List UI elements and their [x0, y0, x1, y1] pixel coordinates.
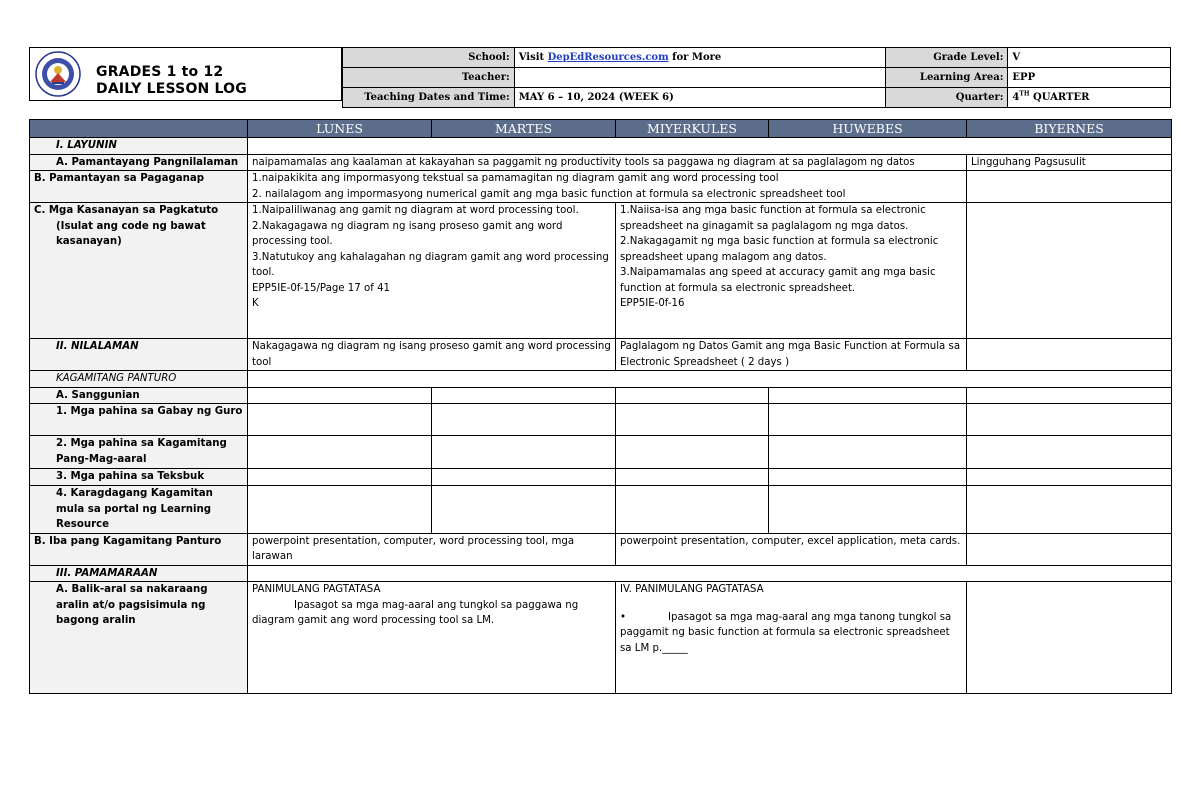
kasanayan-label — [30, 203, 248, 339]
kagamitan-label: KAGAMITANG PANTURO — [30, 371, 248, 388]
school-label: School: — [343, 48, 515, 68]
sanggunian-miyerkules — [616, 387, 769, 404]
kasanayan-label-3: kasanayan) — [56, 236, 122, 247]
kagamitan-cell — [248, 371, 1172, 388]
quarter-word: QUARTER — [1029, 91, 1090, 103]
pamantayang-friday: Lingguhang Pagsusulit — [967, 154, 1172, 171]
iba-friday — [967, 533, 1172, 565]
teaching-dates-label: Teaching Dates and Time: — [343, 88, 515, 108]
learning-area-label: Learning Area: — [885, 68, 1008, 88]
day-huwebes: HUWEBES — [769, 120, 967, 138]
layunin-cell — [248, 138, 1172, 155]
sanggunian-huwebes — [769, 387, 967, 404]
balik-right-text: Ipasagot sa mga mag-aaral ang mga tanong tungkol sa paggamit ng basic function at formula sa electronic spreadsheet sa LM p._____ — [620, 611, 952, 654]
teksbuk-biyernes — [967, 469, 1172, 486]
sanggunian-biyernes — [967, 387, 1172, 404]
pagganap-label: B. Pamantayan sa Pagaganap — [30, 171, 248, 203]
balik-left-title: PANIMULANG PAGTATASA — [252, 584, 381, 595]
balik-aral-right — [616, 582, 967, 694]
kasanayan-left-2: 2.Nakagagawa ng diagram ng isang proseso gamit ang word processing tool. — [252, 220, 563, 247]
school-prefix: Visit — [518, 51, 548, 63]
kagamitang-pang-martes — [432, 436, 616, 469]
title-line-1: GRADES 1 to 12 — [96, 64, 224, 80]
kasanayan-friday — [967, 203, 1172, 339]
kagamitan-row — [30, 371, 1172, 388]
teksbuk-lunes — [248, 469, 432, 486]
pamamaraan-row — [30, 565, 1172, 582]
school-value — [514, 48, 885, 68]
pamamaraan-cell — [248, 565, 1172, 582]
kasanayan-left-3: 3.Natutukoy ang kahalagahan ng diagram gamit ang word processing tool. — [252, 251, 609, 278]
pagganap-line-1: 1.naipakikita ang impormasyong tekstual sa pamamagitan ng diagram gamit ang word processing tool — [252, 173, 779, 184]
gabay-label: 1. Mga pahina sa Gabay ng Guro — [30, 404, 248, 436]
kasanayan-left-4: EPP5IE-0f-15/Page 17 of 41 — [252, 282, 391, 294]
balik-left-text: Ipasagot sa mga mag-aaral ang tungkol sa paggawa ng diagram gamit ang word processing tool sa LM. — [252, 599, 579, 626]
kasanayan-label-2: (Isulat ang code ng bawat — [56, 220, 206, 232]
karagdagang-biyernes — [967, 486, 1172, 534]
kagamitang-pang-huwebes — [769, 436, 967, 469]
layunin-label: I. LAYUNIN — [30, 138, 248, 155]
lesson-table — [29, 119, 1172, 694]
teacher-value — [514, 68, 885, 88]
karagdagang-row — [30, 486, 1172, 534]
day-header-blank — [30, 120, 248, 138]
kagamitang-pang-label: 2. Mga pahina sa Kagamitang Pang-Mag-aaral — [30, 436, 248, 469]
karagdagang-huwebes — [769, 486, 967, 534]
nilalaman-right: Paglalagom ng Datos Gamit ang mga Basic Function at Formula sa Electronic Spreadsheet ( 2 days ) — [616, 339, 967, 371]
nilalaman-row — [30, 339, 1172, 371]
grade-level-label: Grade Level: — [885, 48, 1008, 68]
teacher-label: Teacher: — [343, 68, 515, 88]
kasanayan-right — [616, 203, 967, 339]
gabay-row — [30, 404, 1172, 436]
pamamaraan-label: III. PAMAMARAAN — [30, 565, 248, 582]
kagamitang-pang-biyernes — [967, 436, 1172, 469]
teaching-dates-value: MAY 6 – 10, 2024 (WEEK 6) — [514, 88, 885, 108]
teksbuk-row — [30, 469, 1172, 486]
karagdagang-miyerkules — [616, 486, 769, 534]
kasanayan-row — [30, 203, 1172, 339]
grade-level-value: V — [1008, 48, 1171, 68]
day-biyernes: BIYERNES — [967, 120, 1172, 138]
day-header-row — [30, 120, 1172, 138]
header-title-box — [29, 47, 342, 101]
quarter-value — [1008, 88, 1171, 108]
depedresources-link[interactable]: DepEdResources.com — [547, 51, 669, 63]
day-martes: MARTES — [432, 120, 616, 138]
balik-aral-left — [248, 582, 616, 694]
karagdagang-lunes — [248, 486, 432, 534]
teksbuk-huwebes — [769, 469, 967, 486]
kasanayan-right-1: 1.Naiisa-isa ang mga basic function at formula sa electronic spreadsheet na ginagamit sa paglalagom ng mga datos. — [620, 205, 926, 232]
karagdagang-label: 4. Karagdagang Kagamitan mula sa portal ng Learning Resource — [30, 486, 248, 534]
pagganap-row — [30, 171, 1172, 203]
gabay-martes — [432, 404, 616, 436]
gabay-miyerkules — [616, 404, 769, 436]
kasanayan-left — [248, 203, 616, 339]
pagganap-text — [248, 171, 967, 203]
kagamitang-pang-lunes — [248, 436, 432, 469]
kasanayan-right-2: 2.Nakagagamit ng mga basic function at formula sa electronic spreadsheet upang malagom ang datos. — [620, 236, 939, 263]
kasanayan-right-3: 3.Naipamamalas ang speed at accuracy gamit ang mga basic function at formula sa electronic spreadsheet. — [620, 267, 936, 294]
gabay-lunes — [248, 404, 432, 436]
iba-left: powerpoint presentation, computer, word processing tool, mga larawan — [248, 533, 616, 565]
title-line-2: DAILY LESSON LOG — [96, 81, 247, 97]
nilalaman-left: Nakagagawa ng diagram ng isang proseso gamit ang word processing tool — [248, 339, 616, 371]
iba-row — [30, 533, 1172, 565]
layunin-row — [30, 138, 1172, 155]
kagamitang-pang-miyerkules — [616, 436, 769, 469]
sanggunian-row — [30, 387, 1172, 404]
nilalaman-friday — [967, 339, 1172, 371]
pamantayang-label: A. Pamantayang Pangnilalaman — [30, 154, 248, 171]
pagganap-friday — [967, 171, 1172, 203]
pamantayang-text: naipamamalas ang kaalaman at kakayahan sa paggamit ng productivity tools sa paggawa ng diagram at sa paglalagom ng datos — [248, 154, 967, 171]
deped-seal-icon — [35, 51, 81, 97]
school-suffix: for More — [668, 51, 722, 63]
balik-aral-row — [30, 582, 1172, 694]
pagganap-line-2: 2. nailalagom ang impormasyong numerical gamit ang mga basic function at formula sa electronic spreadsheet tool — [252, 188, 846, 200]
teksbuk-label: 3. Mga pahina sa Teksbuk — [30, 469, 248, 486]
pamantayang-row — [30, 154, 1172, 171]
iba-label: B. Iba pang Kagamitang Panturo — [30, 533, 248, 565]
karagdagang-martes — [432, 486, 616, 534]
kasanayan-label-1: C. Mga Kasanayan sa Pagkatuto — [34, 205, 219, 216]
sanggunian-martes — [432, 387, 616, 404]
day-miyerkules: MIYERKULES — [616, 120, 769, 138]
balik-right-title: IV. PANIMULANG PAGTATASA — [620, 584, 764, 595]
quarter-label: Quarter: — [885, 88, 1008, 108]
gabay-huwebes — [769, 404, 967, 436]
kasanayan-left-5: K — [252, 298, 259, 309]
kasanayan-left-1: 1.Naipaliliwanag ang gamit ng diagram at word processing tool. — [252, 205, 579, 216]
learning-area-value: EPP — [1008, 68, 1171, 88]
balik-aral-friday — [967, 582, 1172, 694]
sanggunian-lunes — [248, 387, 432, 404]
gabay-biyernes — [967, 404, 1172, 436]
quarter-superscript: TH — [1019, 90, 1030, 98]
bullet-icon: • — [620, 611, 627, 623]
balik-right-body — [620, 610, 962, 657]
teksbuk-miyerkules — [616, 469, 769, 486]
kasanayan-right-4: EPP5IE-0f-16 — [620, 298, 685, 309]
quarter-number: 4 — [1012, 91, 1020, 103]
header-info-table — [342, 47, 1171, 108]
day-lunes: LUNES — [248, 120, 432, 138]
kagamitang-pang-row — [30, 436, 1172, 469]
iba-right: powerpoint presentation, computer, excel application, meta cards. — [616, 533, 967, 565]
teksbuk-martes — [432, 469, 616, 486]
sanggunian-label: A. Sanggunian — [30, 387, 248, 404]
nilalaman-label: II. NILALAMAN — [30, 339, 248, 371]
page-title — [96, 64, 247, 98]
balik-aral-label: A. Balik-aral sa nakaraang aralin at/o pagsisimula ng bagong aralin — [30, 582, 248, 694]
